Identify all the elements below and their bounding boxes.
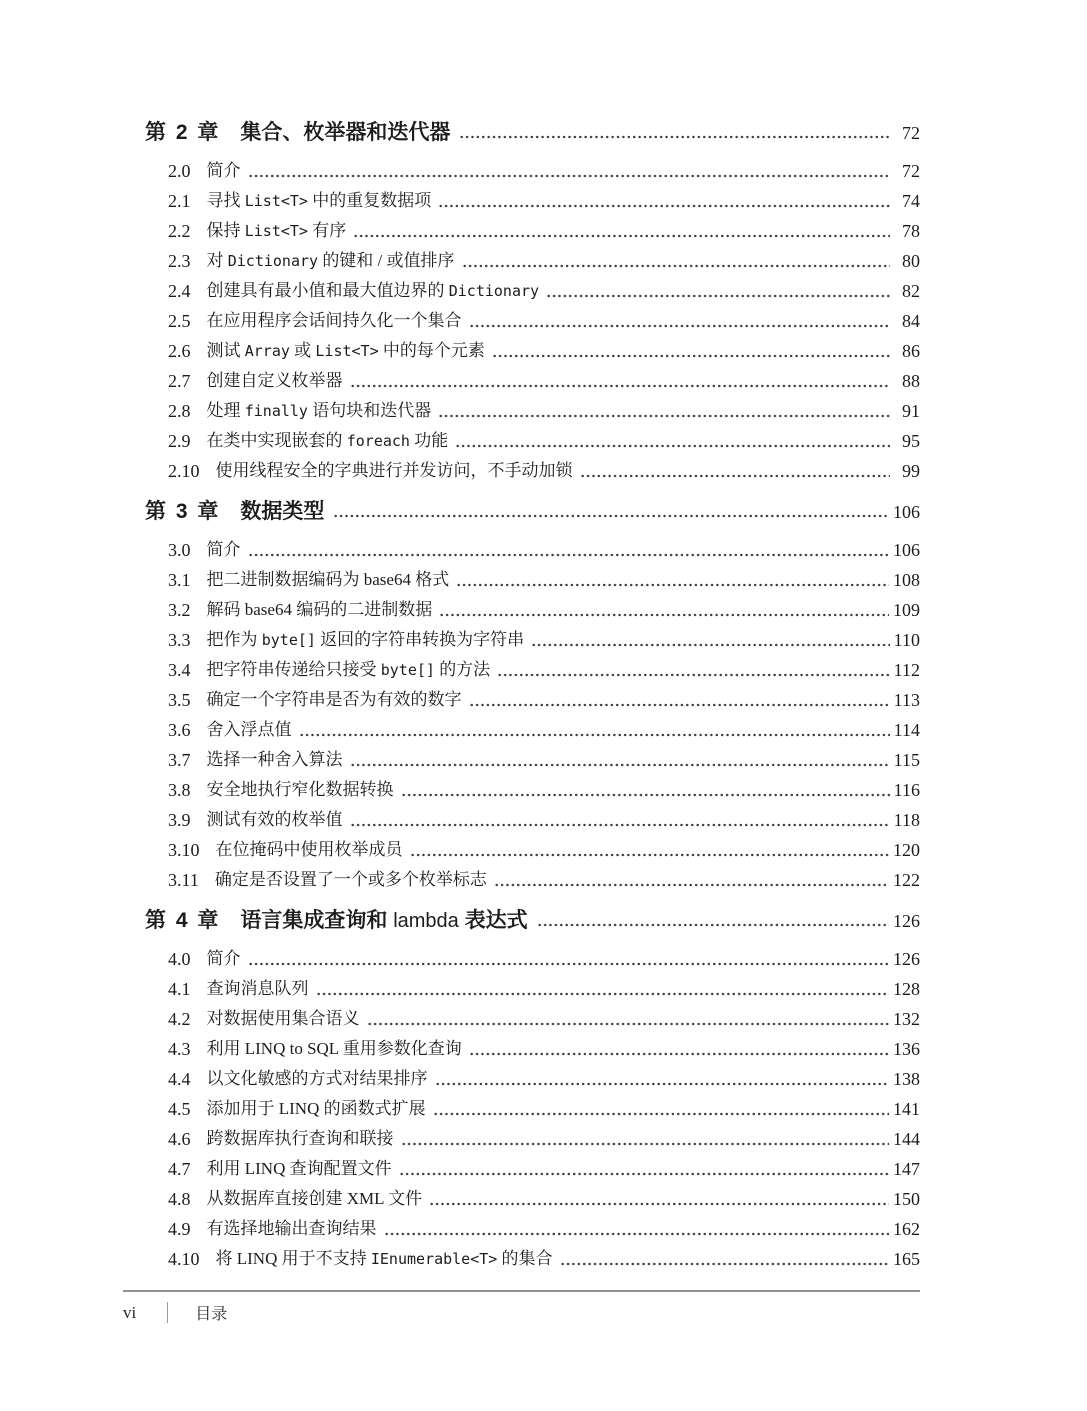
entry-page-number: 136	[893, 1039, 920, 1059]
toc-entry	[168, 336, 920, 366]
entry-title	[207, 565, 450, 595]
chapter-page-number: 106	[893, 502, 920, 522]
toc-entry	[168, 745, 920, 775]
dot-leader	[248, 535, 890, 565]
entry-page-number: 109	[893, 600, 920, 620]
title-text: 表达式	[458, 909, 528, 932]
entry-title	[207, 1154, 392, 1184]
entry-number: 4.5	[168, 1099, 191, 1119]
entry-title	[207, 625, 525, 655]
entry-number: 2.7	[168, 371, 191, 391]
dot-leader	[537, 904, 889, 938]
footer-row	[123, 1301, 920, 1324]
entry-number: 4.9	[168, 1219, 191, 1239]
entry-page-number: 82	[902, 281, 920, 301]
title-text: 简介	[206, 540, 241, 559]
dot-leader	[316, 974, 890, 1004]
entry-number: 4.1	[168, 979, 191, 999]
dot-leader	[560, 1244, 889, 1274]
chapter-page-number: 126	[893, 911, 920, 931]
entry-title	[207, 595, 433, 625]
code-token: IEnumerable<T>	[370, 1250, 498, 1268]
title-text: 在应用程序会话间持久化一个集合	[206, 311, 462, 330]
title-text: 的方法	[434, 660, 491, 679]
dot-leader	[435, 1064, 890, 1094]
entry-number: 4.7	[168, 1159, 191, 1179]
entry-page-number: 115	[893, 750, 920, 770]
entry-page-number: 74	[902, 191, 920, 211]
title-text: 使用线程安全的字典进行并发访问，不手动加锁	[215, 461, 573, 480]
title-text: 选择一种舍入算法	[206, 750, 343, 769]
dot-leader	[401, 1124, 890, 1154]
title-text: 安全地执行窄化数据转换	[206, 780, 394, 799]
entry-title	[207, 336, 485, 366]
entry-number: 4.3	[168, 1039, 191, 1059]
entry-title	[207, 775, 394, 805]
dot-leader	[248, 944, 890, 974]
title-text: 查询消息队列	[206, 979, 309, 998]
title-text: 有序	[307, 221, 347, 240]
dot-leader	[580, 456, 891, 486]
entry-page-number: 72	[902, 161, 920, 181]
title-text: 解码 base64 编码的二进制数据	[206, 600, 433, 619]
dot-leader	[410, 835, 890, 865]
toc-entry	[168, 216, 920, 246]
toc-entry	[168, 396, 920, 426]
entry-number: 3.8	[168, 780, 191, 800]
toc-entry	[168, 535, 920, 565]
dot-leader	[497, 655, 889, 685]
entry-number: 4.4	[168, 1069, 191, 1089]
title-text: 创建具有最小值和最大值边界的	[206, 281, 449, 300]
dot-leader	[469, 306, 891, 336]
chapter-heading	[145, 116, 920, 150]
entry-title	[207, 715, 292, 745]
title-text: 有选择地输出查询结果	[206, 1219, 377, 1238]
chapter-heading	[145, 495, 920, 529]
title-text: 对	[206, 251, 228, 270]
title-text: 把二进制数据编码为 base64 格式	[206, 570, 450, 589]
title-text: 测试有效的枚举值	[206, 810, 343, 829]
entry-title	[207, 1214, 377, 1244]
title-text: 创建自定义枚举器	[206, 371, 343, 390]
entry-title	[207, 1094, 426, 1124]
entry-title	[207, 745, 343, 775]
toc-entry	[168, 565, 920, 595]
entry-page-number: 162	[893, 1219, 920, 1239]
entry-number: 2.8	[168, 401, 191, 421]
entry-page-number: 138	[893, 1069, 920, 1089]
dot-leader	[299, 715, 890, 745]
entry-page-number: 112	[893, 660, 920, 680]
dot-leader	[353, 216, 890, 246]
entry-title	[207, 944, 241, 974]
dot-leader	[367, 1004, 890, 1034]
title-text: 寻找	[206, 191, 245, 210]
dot-leader	[459, 116, 890, 150]
entry-number: 4.10	[168, 1249, 200, 1269]
entry-page-number: 106	[893, 540, 920, 560]
entry-page-number: 114	[893, 720, 920, 740]
entry-title	[216, 1244, 553, 1274]
code-token: Dictionary	[227, 252, 319, 270]
toc-entry	[168, 366, 920, 396]
footer-section-label: 目录	[195, 1306, 228, 1323]
entry-title	[207, 366, 343, 396]
toc-chapter	[123, 904, 920, 1274]
entry-title	[207, 306, 462, 336]
title-text: 利用 LINQ to SQL 重用参数化查询	[206, 1039, 462, 1058]
chapter-title	[240, 116, 450, 150]
chapter-entries	[168, 944, 920, 1274]
chapter-title	[240, 495, 324, 529]
title-text: 语句块和迭代器	[307, 401, 432, 420]
entry-page-number: 80	[902, 251, 920, 271]
toc-entry	[168, 1094, 920, 1124]
entry-number: 3.6	[168, 720, 191, 740]
toc-chapter	[123, 495, 920, 895]
footer-page-number: vi	[123, 1302, 137, 1322]
dot-leader	[469, 1034, 889, 1064]
code-token: finally	[244, 402, 308, 420]
entry-number: 2.3	[168, 251, 191, 271]
entry-title	[207, 685, 462, 715]
entry-page-number: 86	[902, 341, 920, 361]
toc-entry	[168, 1244, 920, 1274]
entry-page-number: 113	[893, 690, 920, 710]
entry-number: 4.0	[168, 949, 191, 969]
entry-number: 3.7	[168, 750, 191, 770]
entry-number: 3.1	[168, 570, 191, 590]
code-token: byte[]	[261, 631, 316, 649]
entry-page-number: 150	[893, 1189, 920, 1209]
dot-leader	[469, 685, 890, 715]
toc-entry	[168, 156, 920, 186]
code-token: List<T>	[244, 192, 308, 210]
entry-page-number: 165	[893, 1249, 920, 1269]
entry-title	[207, 1004, 360, 1034]
title-text: 确定一个字符串是否为有效的数字	[206, 690, 462, 709]
entry-number: 2.6	[168, 341, 191, 361]
title-text: 的集合	[497, 1249, 553, 1268]
toc-entry	[168, 306, 920, 336]
chapter-title	[240, 904, 527, 938]
title-text: 测试	[206, 341, 245, 360]
entry-title	[207, 276, 540, 306]
title-text: 对数据使用集合语义	[206, 1009, 360, 1028]
title-text: 中的每个元素	[378, 341, 485, 360]
entry-number: 3.10	[168, 840, 200, 860]
dot-leader	[494, 865, 889, 895]
chapter-heading	[145, 904, 920, 938]
entry-number: 3.5	[168, 690, 191, 710]
toc-entry	[168, 1124, 920, 1154]
dot-leader	[399, 1154, 889, 1184]
chapter-label: 第 4 章	[145, 909, 221, 932]
toc-entry	[168, 775, 920, 805]
chapter-page-number: 72	[902, 123, 920, 143]
entry-title	[207, 535, 241, 565]
entry-page-number: 120	[893, 840, 920, 860]
toc-entry	[168, 595, 920, 625]
title-text: 从数据库直接创建 XML 文件	[206, 1189, 423, 1208]
dot-leader	[429, 1184, 889, 1214]
dot-leader	[248, 156, 891, 186]
title-text: 返回的字符串转换为字符串	[315, 630, 525, 649]
toc-entry	[168, 625, 920, 655]
entry-page-number: 99	[902, 461, 920, 481]
page-footer	[123, 1290, 920, 1324]
title-text: 简介	[206, 161, 241, 180]
chapter-label: 第 2 章	[145, 121, 221, 144]
dot-leader	[492, 336, 890, 366]
toc-entry	[168, 715, 920, 745]
title-text: 把字符串传递给只接受	[206, 660, 381, 679]
title-text: lambda	[393, 910, 459, 932]
entry-title	[216, 456, 573, 486]
entry-page-number: 118	[893, 810, 920, 830]
title-text: 功能	[409, 431, 449, 450]
title-text: 数据类型	[240, 500, 325, 523]
title-text: 确定是否设置了一个或多个枚举标志	[214, 870, 487, 889]
entry-title	[207, 1064, 428, 1094]
title-text: 处理	[206, 401, 245, 420]
entry-page-number: 128	[893, 979, 920, 999]
entry-title	[207, 396, 432, 426]
toc-entry	[168, 456, 920, 486]
dot-leader	[531, 625, 889, 655]
entry-number: 2.10	[168, 461, 200, 481]
code-token: foreach	[346, 432, 410, 450]
entry-number: 3.2	[168, 600, 191, 620]
title-text: 将 LINQ 用于不支持	[215, 1249, 371, 1268]
entry-page-number: 144	[893, 1129, 920, 1149]
entry-title	[207, 974, 309, 1004]
toc-entry	[168, 655, 920, 685]
entry-page-number: 84	[902, 311, 920, 331]
entry-number: 4.2	[168, 1009, 191, 1029]
toc-entry	[168, 1034, 920, 1064]
entry-title	[207, 1184, 423, 1214]
code-token: List<T>	[315, 342, 379, 360]
entry-title	[215, 865, 487, 895]
entry-title	[207, 805, 343, 835]
entry-number: 2.5	[168, 311, 191, 331]
title-text: 以文化敏感的方式对结果排序	[206, 1069, 428, 1088]
entry-title	[207, 426, 449, 456]
dot-leader	[350, 366, 891, 396]
entry-page-number: 116	[893, 780, 920, 800]
entry-page-number: 126	[893, 949, 920, 969]
toc-entry	[168, 685, 920, 715]
entry-number: 2.0	[168, 161, 191, 181]
entry-title	[207, 216, 347, 246]
footer-rule	[123, 1290, 920, 1292]
entry-page-number: 95	[902, 431, 920, 451]
dot-leader	[433, 1094, 889, 1124]
entry-page-number: 122	[893, 870, 920, 890]
title-text: 利用 LINQ 查询配置文件	[206, 1159, 392, 1178]
entry-number: 3.3	[168, 630, 191, 650]
dot-leader	[439, 595, 889, 625]
code-token: List<T>	[244, 222, 308, 240]
chapter-entries	[168, 535, 920, 895]
toc-entry	[168, 426, 920, 456]
toc-entry	[168, 944, 920, 974]
chapter-entries	[168, 156, 920, 486]
toc-entry	[168, 805, 920, 835]
entry-title	[207, 156, 241, 186]
entry-page-number: 88	[902, 371, 920, 391]
entry-page-number: 78	[902, 221, 920, 241]
toc-entry	[168, 276, 920, 306]
title-text: 语言集成查询和	[240, 909, 394, 932]
toc-entry	[168, 1004, 920, 1034]
dot-leader	[384, 1214, 890, 1244]
entry-number: 4.6	[168, 1129, 191, 1149]
dot-leader	[462, 246, 890, 276]
dot-leader	[546, 276, 890, 306]
dot-leader	[401, 775, 890, 805]
dot-leader	[438, 186, 890, 216]
entry-title	[207, 1124, 394, 1154]
entry-number: 3.11	[168, 870, 199, 890]
footer-divider	[167, 1302, 168, 1323]
entry-title	[216, 835, 403, 865]
title-text: 跨数据库执行查询和联接	[206, 1129, 394, 1148]
toc-entry	[168, 1214, 920, 1244]
entry-page-number: 110	[893, 630, 920, 650]
entry-page-number: 141	[893, 1099, 920, 1119]
entry-page-number: 147	[893, 1159, 920, 1179]
toc-entry	[168, 865, 920, 895]
entry-number: 2.2	[168, 221, 191, 241]
toc-chapter	[123, 116, 920, 486]
title-text: 或	[289, 341, 316, 360]
title-text: 在位掩码中使用枚举成员	[215, 840, 403, 859]
chapter-label: 第 3 章	[145, 500, 221, 523]
entry-title	[207, 186, 432, 216]
entry-number: 3.9	[168, 810, 191, 830]
toc-entry	[168, 835, 920, 865]
dot-leader	[455, 426, 890, 456]
title-text: 简介	[206, 949, 241, 968]
title-text: 保持	[206, 221, 245, 240]
title-text: 中的重复数据项	[307, 191, 432, 210]
code-token: byte[]	[380, 661, 435, 679]
entry-number: 3.4	[168, 660, 191, 680]
entry-number: 2.1	[168, 191, 191, 211]
toc-entry	[168, 974, 920, 1004]
entry-title	[207, 246, 455, 276]
title-text: 集合、枚举器和迭代器	[240, 121, 451, 144]
toc-list	[123, 116, 920, 1274]
title-text: 的键和 / 或值排序	[318, 251, 455, 270]
entry-page-number: 91	[902, 401, 920, 421]
dot-leader	[333, 495, 889, 529]
entry-number: 4.8	[168, 1189, 191, 1209]
entry-number: 2.9	[168, 431, 191, 451]
title-text: 添加用于 LINQ 的函数式扩展	[206, 1099, 426, 1118]
code-token: Dictionary	[448, 282, 540, 300]
dot-leader	[350, 745, 890, 775]
title-text: 舍入浮点值	[206, 720, 292, 739]
entry-number: 3.0	[168, 540, 191, 560]
entry-title	[207, 1034, 462, 1064]
dot-leader	[438, 396, 890, 426]
toc-entry	[168, 1154, 920, 1184]
dot-leader	[456, 565, 889, 595]
entry-title	[207, 655, 491, 685]
entry-page-number: 108	[893, 570, 920, 590]
title-text: 把作为	[206, 630, 262, 649]
entry-number: 2.4	[168, 281, 191, 301]
toc-entry	[168, 1064, 920, 1094]
entry-page-number: 132	[893, 1009, 920, 1029]
dot-leader	[350, 805, 890, 835]
title-text: 在类中实现嵌套的	[206, 431, 347, 450]
toc-entry	[168, 246, 920, 276]
toc-entry	[168, 186, 920, 216]
code-token: Array	[244, 342, 290, 360]
toc-entry	[168, 1184, 920, 1214]
